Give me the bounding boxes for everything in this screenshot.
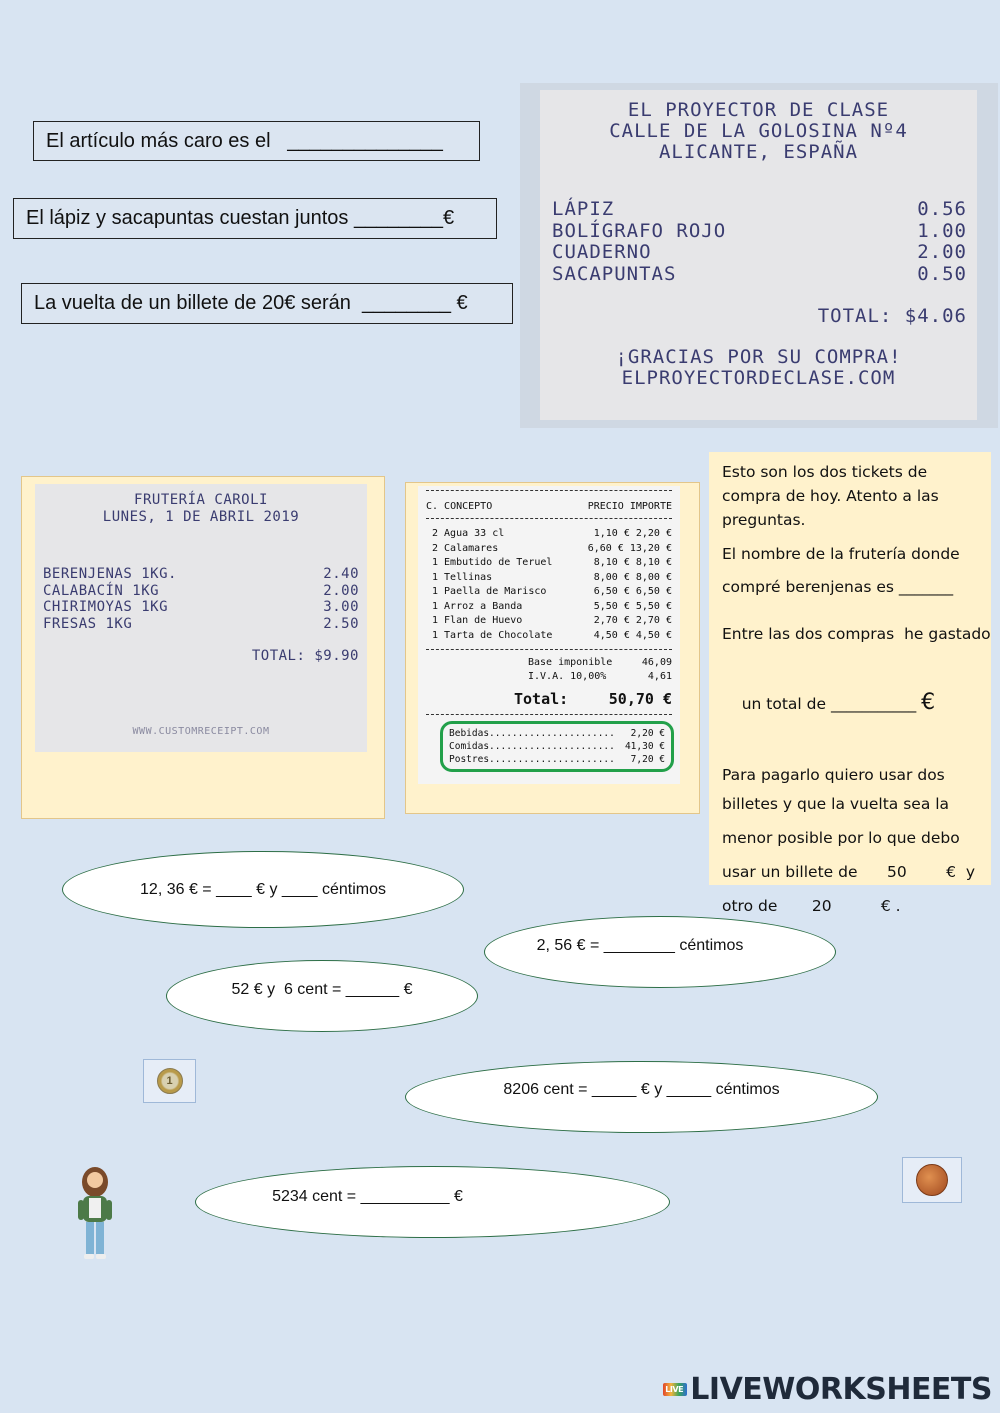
receipt-header-line: ALICANTE, ESPAÑA (658, 141, 859, 163)
exercise-text: 2, 56 € = ________ céntimos (536, 937, 744, 954)
info-line: menor posible por lo que debo (722, 829, 960, 847)
info-line: El nombre de la frutería donde (722, 545, 960, 563)
receipt-restaurant (418, 486, 680, 784)
exercise-oval-1 (62, 851, 464, 928)
receipt-header-line: CALLE DE LA GOLOSINA Nº4 (609, 120, 908, 142)
exercise-text: 8206 cent = _____ € y _____ céntimos (503, 1081, 780, 1098)
receipt-total: Total: 50,70 € (514, 690, 672, 708)
receipt-header-line: EL PROYECTOR DE CLASE (627, 99, 890, 121)
info-line: Para pagarlo quiero usar dos (722, 766, 945, 784)
info-line: un total de ___________ € (741, 690, 936, 715)
receipt-total: TOTAL: $9.90 (251, 648, 359, 664)
one-euro-coin-icon: 1 (157, 1068, 183, 1094)
receipt-item: 1 Paella de Marisco 6,50 € 6,50 € (432, 586, 672, 597)
instructions-box (709, 452, 991, 915)
exercise-text: 12, 36 € = ____ € y ____ céntimos (140, 880, 386, 898)
receipt-item: 1 Tarta de Chocolate 4,50 € 4,50 € (432, 629, 672, 641)
receipt-item: CUADERNO 2.00 (552, 241, 967, 263)
info-line: preguntas. (722, 511, 806, 529)
liveworksheets-logo: LIVE LIVEWORKSHEETS (665, 1372, 992, 1407)
receipt-summary-line: Comidas...................... 41,30 € (449, 741, 665, 752)
receipt-item: 1 Arroz a Banda 5,50 € 5,50 € (432, 600, 672, 612)
receipt-item: CALABACÍN 1KG 2.00 (43, 582, 359, 599)
exercise-text: 52 € y 6 cent = ______ € (231, 981, 413, 998)
info-line: otro de 20 € . (722, 897, 901, 915)
receipt-column-headers: C. CONCEPTO PRECIO IMPORTE (426, 501, 672, 512)
info-line: compré berenjenas es _______ (722, 578, 954, 596)
info-line: Entre las dos compras he gastado (722, 625, 991, 643)
receipt-total: TOTAL: $4.06 (817, 305, 967, 327)
receipt-stationery (540, 90, 977, 420)
receipt-summary-line: Postres...................... 7,20 € (449, 754, 665, 765)
receipt-item: 2 Agua 33 cl 1,10 € 2,20 € (432, 528, 672, 539)
euro-symbol: € (921, 690, 936, 715)
cent-coin-icon (916, 1164, 948, 1196)
receipt-header-line: FRUTERÍA CAROLI (134, 492, 268, 508)
receipt-footer-line: ¡GRACIAS POR SU COMPRA! (615, 346, 902, 368)
receipt-item: BERENJENAS 1KG. 2.40 (43, 566, 359, 582)
receipt-iva: I.V.A. 10,00% 4,61 (528, 671, 672, 682)
exercise-oval-2 (484, 916, 836, 988)
receipt-item: LÁPIZ 0.56 (552, 198, 967, 220)
question-most-expensive: El artículo más caro es el ______________ (33, 121, 480, 161)
exercise-oval-5 (195, 1166, 670, 1238)
receipt-item: 1 Flan de Huevo 2,70 € 2,70 € (432, 615, 672, 626)
question-pencil-sharpener: El lápiz y sacapuntas cuestan juntos ________€ (13, 198, 497, 239)
question-change-20: La vuelta de un billete de 20€ serán ________ € (21, 283, 513, 324)
receipt-item: 1 Embutido de Teruel 8,10 € 8,10 € (432, 557, 672, 568)
exercise-oval-3 (166, 960, 478, 1032)
receipt-footer-line: ELPROYECTORDECLASE.COM (621, 367, 896, 389)
exercise-oval-4 (405, 1061, 878, 1133)
info-line: compra de hoy. Atento a las (722, 487, 939, 505)
receipt-item: CHIRIMOYAS 1KG 3.00 (43, 599, 359, 615)
info-line: usar un billete de 50 € y (722, 863, 976, 881)
receipt-summary-highlight (440, 721, 674, 772)
receipt-item: BOLÍGRAFO ROJO 1.00 (552, 219, 967, 242)
receipt-base: Base imponible 46,09 (528, 657, 672, 668)
receipt-header-line: LUNES, 1 DE ABRIL 2019 (102, 509, 300, 525)
receipt-item: SACAPUNTAS 0.50 (552, 262, 967, 285)
receipt-footer: WWW.CUSTOMRECEIPT.COM (132, 726, 270, 737)
receipt-summary-line: Bebidas...................... 2,20 € (449, 728, 665, 739)
receipt-item: 1 Tellinas 8,00 € 8,00 € (432, 571, 672, 583)
logo-badge: LIVE (663, 1383, 687, 1396)
receipt-item: 2 Calamares 6,60 € 13,20 € (432, 542, 672, 554)
exercise-text: 5234 cent = __________ € (272, 1188, 463, 1205)
teacher-avatar (70, 1164, 120, 1262)
info-line: billetes y que la vuelta sea la (722, 795, 950, 813)
cent-coin-box[interactable] (902, 1157, 962, 1203)
info-line: Esto son los dos tickets de (722, 463, 928, 481)
receipt-fruit-shop (35, 484, 367, 752)
receipt-item: FRESAS 1KG 2.50 (43, 615, 359, 632)
euro-coin-box[interactable] (143, 1059, 196, 1103)
